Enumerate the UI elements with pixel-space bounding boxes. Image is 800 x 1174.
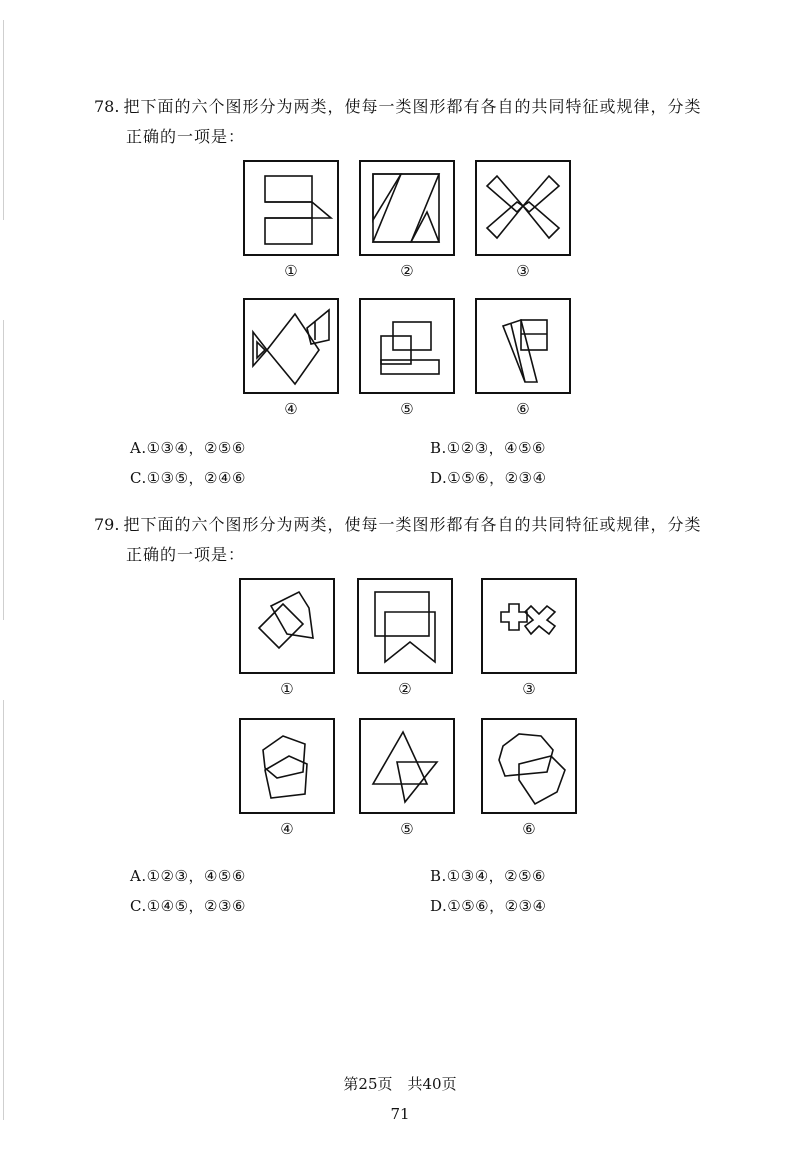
figure-79-3-drawing xyxy=(483,580,575,672)
figure-label: ⑥ xyxy=(522,820,536,838)
figure-label: ① xyxy=(280,680,294,698)
option-text: ①③⑤，②④⑥ xyxy=(146,469,246,487)
option-a[interactable] xyxy=(130,866,246,886)
question-text-line-1: 把下面的六个图形分为两类，使每一类图形都有各自的共同特征或规律，分类 xyxy=(123,515,702,534)
figure-79-3 xyxy=(481,578,577,674)
option-letter: B. xyxy=(430,867,447,885)
option-b[interactable] xyxy=(430,438,546,458)
figure-78-1 xyxy=(243,160,339,256)
option-letter: A. xyxy=(130,867,147,885)
binding-edge xyxy=(0,0,14,1174)
figure-79-6 xyxy=(481,718,577,814)
figure-78-1-drawing xyxy=(245,162,337,254)
figure-79-4 xyxy=(239,718,335,814)
option-c[interactable] xyxy=(130,896,246,916)
question-stem-line-2: 正确的一项是： xyxy=(126,127,246,146)
figure-78-2-drawing xyxy=(361,162,453,254)
option-letter: C. xyxy=(130,897,147,915)
figure-label: ① xyxy=(284,262,298,280)
figure-label: ④ xyxy=(280,820,294,838)
figure-79-2-drawing xyxy=(359,580,451,672)
figure-78-6-drawing xyxy=(477,300,569,392)
figure-79-1-drawing xyxy=(241,580,333,672)
option-text: ①②③，④⑤⑥ xyxy=(446,439,546,457)
question-number: 78. xyxy=(94,97,120,116)
option-text: ①③④，②⑤⑥ xyxy=(446,867,546,885)
figure-78-5-drawing xyxy=(361,300,453,392)
figure-79-4-drawing xyxy=(241,720,333,812)
option-text: ①④⑤，②③⑥ xyxy=(146,897,246,915)
option-letter: C. xyxy=(130,469,147,487)
figure-78-2 xyxy=(359,160,455,256)
figure-78-3-drawing xyxy=(477,162,569,254)
question-stem-line-2: 正确的一项是： xyxy=(126,545,246,564)
figure-78-3 xyxy=(475,160,571,256)
option-a[interactable] xyxy=(130,438,246,458)
option-text: ①⑤⑥，②③④ xyxy=(447,469,547,487)
figure-label: ③ xyxy=(516,262,530,280)
page-number: 71 xyxy=(390,1105,410,1123)
figure-79-1 xyxy=(239,578,335,674)
question-text-line-1: 把下面的六个图形分为两类，使每一类图形都有各自的共同特征或规律，分类 xyxy=(123,97,702,116)
figure-79-5-drawing xyxy=(361,720,453,812)
figure-label: ② xyxy=(400,262,414,280)
option-letter: D. xyxy=(430,897,448,915)
figure-78-4 xyxy=(243,298,339,394)
question-stem xyxy=(94,94,701,120)
figure-79-2 xyxy=(357,578,453,674)
option-b[interactable] xyxy=(430,866,546,886)
figure-label: ③ xyxy=(522,680,536,698)
figure-label: ⑤ xyxy=(400,400,414,418)
option-letter: A. xyxy=(130,439,147,457)
question-stem xyxy=(94,512,701,538)
figure-78-4-drawing xyxy=(245,300,337,392)
page-info: 第25页 共40页 xyxy=(343,1075,457,1093)
option-text: ①②③，④⑤⑥ xyxy=(146,867,246,885)
option-text: ①⑤⑥，②③④ xyxy=(447,897,547,915)
option-letter: B. xyxy=(430,439,447,457)
option-c[interactable] xyxy=(130,468,246,488)
figure-78-5 xyxy=(359,298,455,394)
figure-label: ② xyxy=(398,680,412,698)
figure-label: ⑤ xyxy=(400,820,414,838)
figure-78-6 xyxy=(475,298,571,394)
figure-79-6-drawing xyxy=(483,720,575,812)
option-d[interactable] xyxy=(430,896,546,916)
figure-label: ⑥ xyxy=(516,400,530,418)
figure-label: ④ xyxy=(284,400,298,418)
option-letter: D. xyxy=(430,469,448,487)
option-text: ①③④，②⑤⑥ xyxy=(146,439,246,457)
question-number: 79. xyxy=(94,515,120,534)
option-d[interactable] xyxy=(430,468,546,488)
figure-79-5 xyxy=(359,718,455,814)
